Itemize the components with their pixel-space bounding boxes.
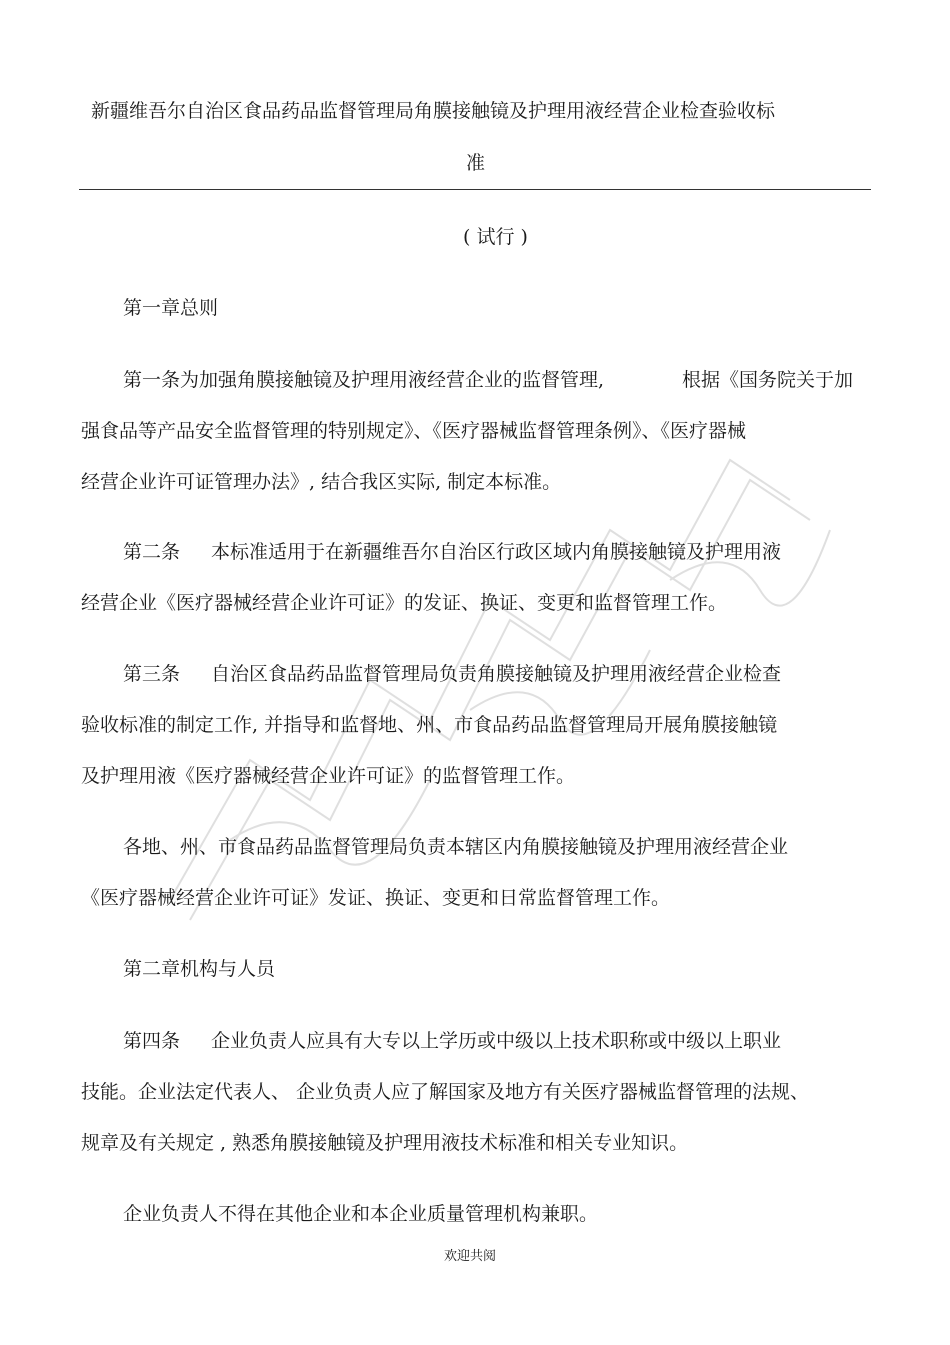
head-restriction-paragraph: 企业负责人不得在其他企业和本企业质量管理机构兼职。 (123, 1203, 599, 1225)
article-3-line-2: 验收标准的制定工作, 并指导和监督地、州、市食品药品监督管理局开展角膜接触镜 (81, 714, 778, 736)
article-4-line-1: 企业负责人应具有大专以上学历或中级以上技术职称或中级以上职业 (211, 1030, 782, 1052)
article-2-line-2: 经营企业《医疗器械经营企业许可证》的发证、换证、变更和监督管理工作。 (81, 592, 728, 614)
article-1-line-2: 强食品等产品安全监督管理的特别规定》、《医疗器械监督管理条例》、《医疗器械 (81, 420, 747, 442)
article-1-line-1b: 根据《国务院关于加 (682, 369, 854, 391)
title-line-1: 新疆维吾尔自治区食品药品监督管理局角膜接触镜及护理用液经营企业检查验收标 (91, 100, 776, 122)
article-2-line-1: 本标准适用于在新疆维吾尔自治区行政区域内角膜接触镜及护理用液 (211, 541, 782, 563)
article-4-line-2: 技能。企业法定代表人、 企业负责人应了解国家及地方有关医疗器械监督管理的法规、 (81, 1081, 810, 1103)
title-line-2: 准 (466, 152, 486, 174)
local-bureau-line-2: 《医疗器械经营企业许可证》发证、换证、变更和日常监督管理工作。 (81, 887, 671, 909)
article-4-number: 第四条 (123, 1030, 181, 1052)
article-3-line-1: 自治区食品药品监督管理局负责角膜接触镜及护理用液经营企业检查 (211, 663, 782, 685)
article-3-number: 第三条 (123, 663, 181, 685)
article-1-line-1a: 第一条为加强角膜接触镜及护理用液经营企业的监督管理, (123, 369, 605, 391)
title-divider (79, 189, 871, 190)
chapter-2-heading: 第二章机构与人员 (123, 958, 276, 980)
chapter-1-heading: 第一章总则 (123, 297, 219, 319)
article-3-line-3: 及护理用液《医疗器械经营企业许可证》的监督管理工作。 (81, 765, 576, 787)
local-bureau-line-1: 各地、州、市食品药品监督管理局负责本辖区内角膜接触镜及护理用液经营企业 (123, 836, 789, 858)
article-4-line-3: 规章及有关规定 , 熟悉角膜接触镜及护理用液技术标准和相关专业知识。 (81, 1132, 689, 1154)
page-footer: 欢迎共阅 (444, 1249, 497, 1264)
subtitle: ( 试行 ) (463, 226, 528, 248)
article-2-number: 第二条 (123, 541, 181, 563)
article-1-line-3: 经营企业许可证管理办法》, 结合我区实际, 制定本标准。 (81, 471, 562, 493)
